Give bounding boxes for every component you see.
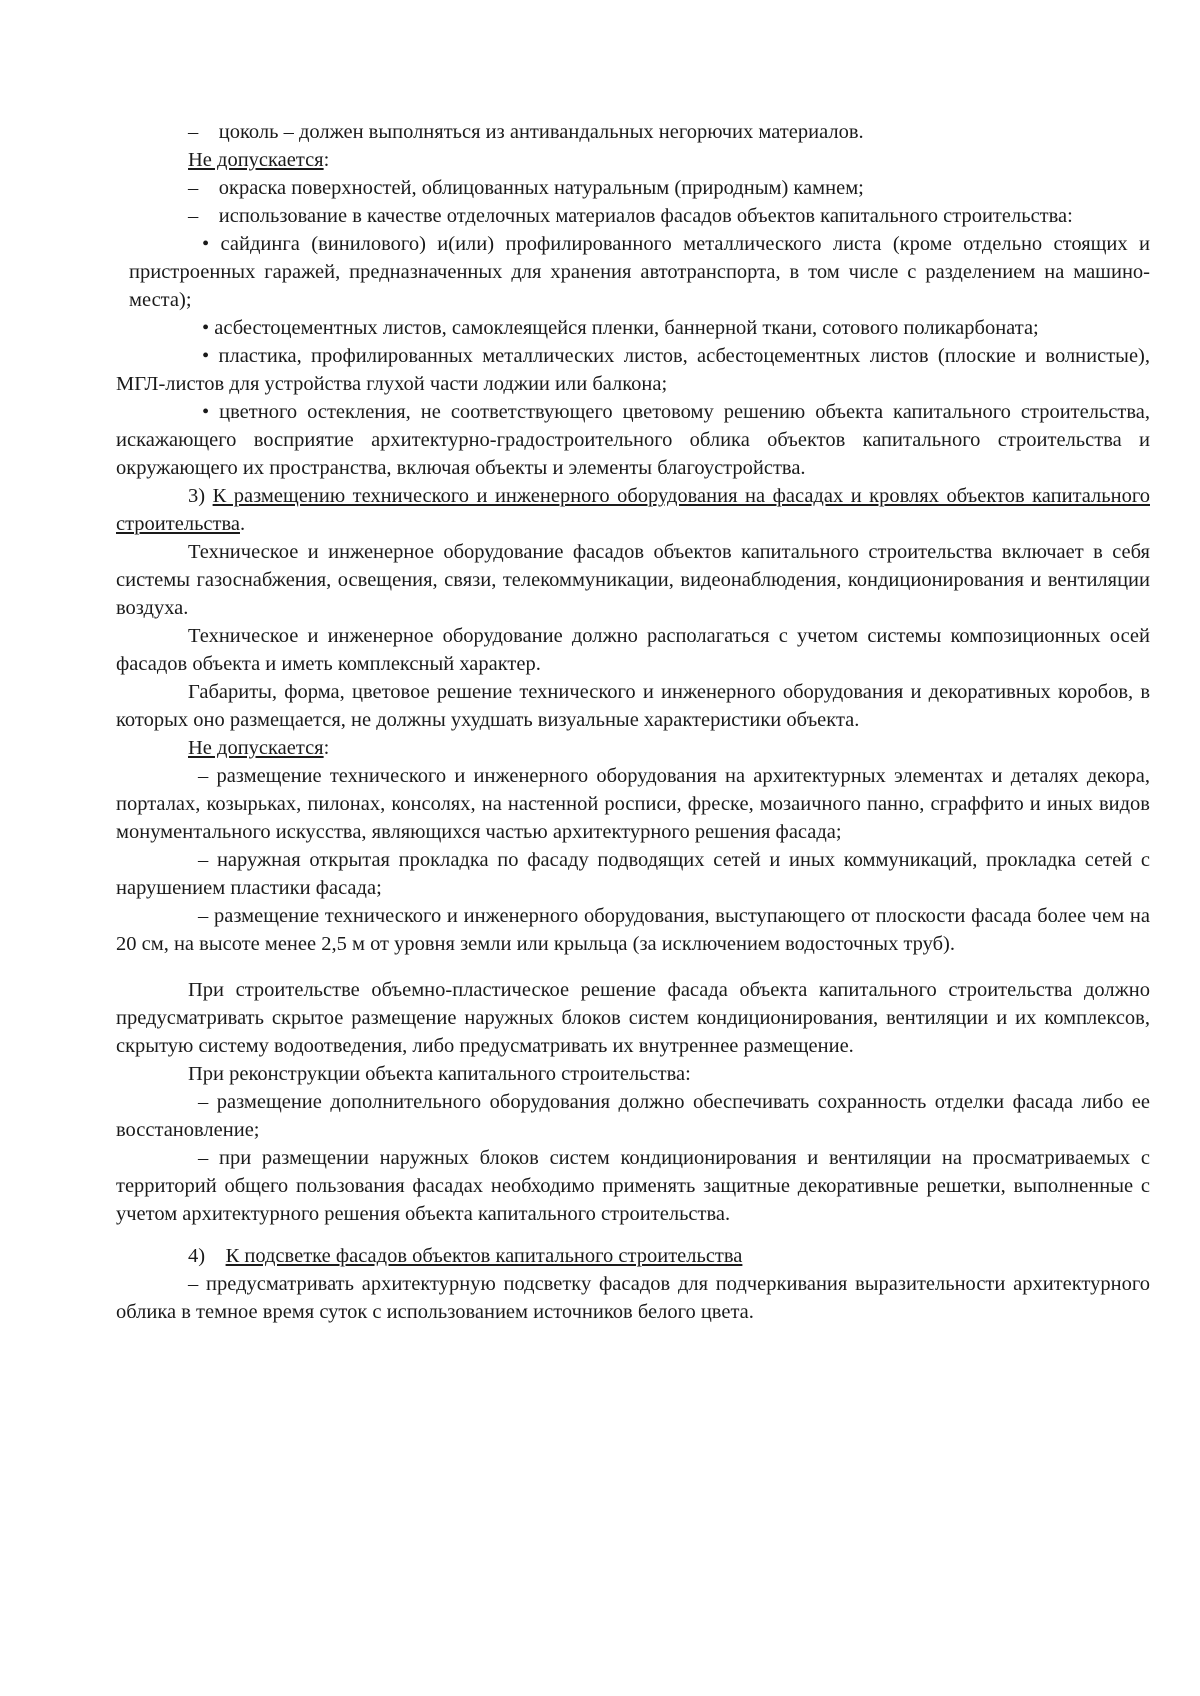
not-allowed-label: Не допускается	[188, 737, 324, 759]
paragraph-plinth: – цоколь – должен выполняться из антивандальных негорючих материалов.	[188, 121, 864, 143]
section-4-heading: 4) К подсветке фасадов объектов капитального строительства	[188, 1245, 743, 1267]
paragraph-equipment-includes: Техническое и инженерное оборудование фасадов объектов капитального строительства включает в себя системы газоснабжения, освещения, связи, телекоммуникации, видеонаблюдения, кондиционирования и вентиляции воздуха.	[116, 541, 1150, 619]
paragraph-construction: При строительстве объемно-пластическое решение фасада объекта капитального строительства должно предусматривать скрытое размещение наружных блоков систем кондиционирования, вентиляции и их комплексов, скрытую систему водоотведения, либо предусматривать их внутреннее размещение.	[116, 979, 1150, 1057]
section-3-heading: 3) К размещению технического и инженерного оборудования на фасадах и кровлях объектов капитального строительства.	[116, 485, 1150, 535]
not-allowed-heading-2: Не допускается:	[188, 737, 330, 759]
list-item-materials: – использование в качестве отделочных материалов фасадов объектов капитального строительства:	[188, 205, 1073, 227]
not-allowed-label: Не допускается	[188, 149, 324, 171]
list-item-placement-decor: – размещение технического и инженерного оборудования на архитектурных элементах и деталях декора, порталах, козырьках, пилонах, консолях, на настенной росписи, фреске, мозаичного панно, сграффито и иных видов монументального искусства, являющихся частью архитектурного решения фасада;	[116, 765, 1150, 843]
list-item-open-routing: – наружная открытая прокладка по фасаду подводящих сетей и иных коммуникаций, прокладка сетей с нарушением пластики фасада;	[116, 849, 1150, 899]
paragraph-reconstruction: При реконструкции объекта капитального строительства:	[188, 1063, 691, 1085]
bullet-glazing: • цветного остекления, не соответствующего цветовому решению объекта капитального строительства, искажающего восприятие архитектурно-градостроительного облика объектов капитального строительства и окружающего их пространства, включая объекты и элементы благоустройства.	[116, 401, 1150, 479]
list-item-protruding: – размещение технического и инженерного оборудования, выступающего от плоскости фасада более чем на 20 см, на высоте менее 2,5 м от уровня земли или крыльца (за исключением водосточных труб).	[116, 905, 1150, 955]
section-4-title: К подсветке фасадов объектов капитального строительства	[225, 1245, 743, 1267]
not-allowed-heading-1: Не допускается:	[188, 149, 330, 171]
bullet-siding: • сайдинга (винилового) и(или) профилированного металлического листа (кроме отдельно стоящих и пристроенных гаражей, предназначенных для хранения автотранспорта, в том числе с разделением на машино-места);	[129, 233, 1150, 311]
bullet-asbestos: • асбестоцементных листов, самоклеящейся пленки, баннерной ткани, сотового поликарбоната;	[202, 317, 1039, 339]
paragraph-lighting: – предусматривать архитектурную подсветку фасадов для подчеркивания выразительности архитектурного облика в темное время суток с использованием источников белого цвета.	[116, 1273, 1150, 1323]
paragraph-equipment-axes: Техническое и инженерное оборудование должно располагаться с учетом системы композиционных осей фасадов объекта и иметь комплексный характер.	[116, 625, 1150, 675]
list-item-outdoor-units: – при размещении наружных блоков систем кондиционирования и вентиляции на просматриваемых с территорий общего пользования фасадах необходимо применять защитные декоративные решетки, выполненные с учетом архитектурного решения объекта капитального строительства.	[116, 1147, 1150, 1225]
list-item-painting: – окраска поверхностей, облицованных натуральным (природным) камнем;	[188, 177, 864, 199]
section-3-title: К размещению технического и инженерного оборудования на фасадах и кровлях объектов капитального строительства	[116, 485, 1150, 535]
list-item-additional-equipment: – размещение дополнительного оборудования должно обеспечивать сохранность отделки фасада либо ее восстановление;	[116, 1091, 1150, 1141]
document-page	[116, 118, 1150, 1326]
paragraph-dimensions: Габариты, форма, цветовое решение технического и инженерного оборудования и декоративных коробов, в которых оно размещается, не должны ухудшать визуальные характеристики объекта.	[116, 681, 1150, 731]
bullet-plastic: • пластика, профилированных металлических листов, асбестоцементных листов (плоские и волнистые), МГЛ-листов для устройства глухой части лоджии или балкона;	[116, 345, 1150, 395]
